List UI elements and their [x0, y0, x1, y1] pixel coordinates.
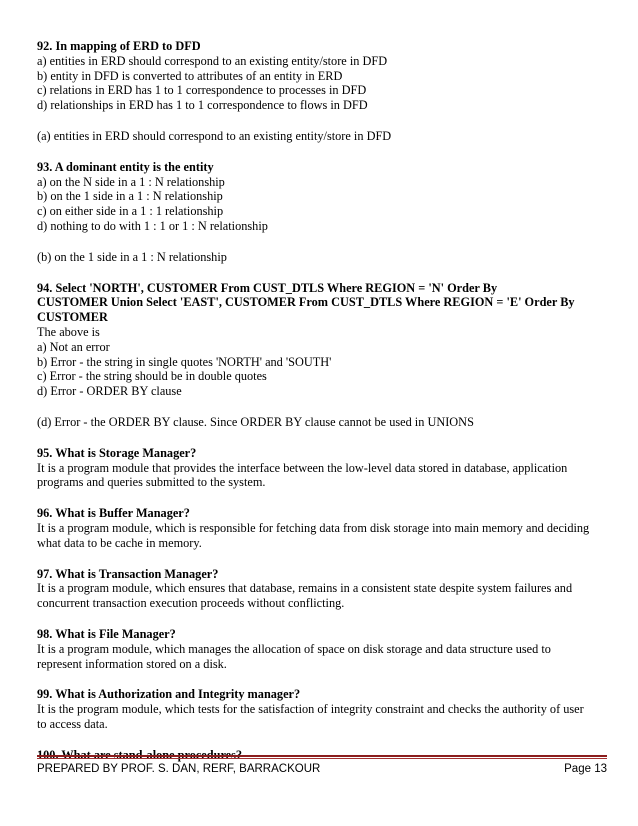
document-page: [37, 39, 607, 778]
answer-text: (a) entities in ERD should correspond to an existing entity/store in DFD: [37, 128, 392, 143]
question-92: [37, 39, 607, 113]
question-prompt: The above is: [37, 324, 100, 339]
question-title: 93. A dominant entity is the entity: [37, 159, 214, 174]
answer-92: [37, 129, 607, 144]
option-b: b) Error - the string in single quotes 'NORTH' and 'SOUTH': [37, 354, 332, 369]
answer-line-1: It is a program module, which manages the allocation of space on disk storage and data structure used to: [37, 641, 551, 656]
option-c: c) relations in ERD has 1 to 1 correspondence to processes in DFD: [37, 83, 367, 98]
question-title: 92. In mapping of ERD to DFD: [37, 39, 201, 53]
answer-line-2: represent information stored on a disk.: [37, 656, 227, 671]
question-96: [37, 506, 607, 550]
question-95: [37, 446, 607, 490]
footer-credit: PREPARED BY PROF. S. DAN, RERF, BARRACKOUR: [37, 763, 321, 775]
answer-line-2: programs and queries submitted to the system.: [37, 475, 266, 490]
question-title: 96. What is Buffer Manager?: [37, 506, 190, 521]
question-title: 98. What is File Manager?: [37, 626, 176, 641]
question-98: [37, 627, 607, 671]
question-97: [37, 567, 607, 611]
question-93: [37, 160, 607, 234]
answer-line-2: concurrent transaction execution proceeds without conflicting.: [37, 596, 345, 611]
answer-line-1: It is a program module, which ensures that database, remains in a consistent state despite system failures and: [37, 581, 573, 596]
question-99: [37, 687, 607, 731]
option-b: b) entity in DFD is converted to attributes of an entity in ERD: [37, 68, 343, 83]
question-94: [37, 281, 607, 399]
question-title-line-1: 94. Select 'NORTH', CUSTOMER From CUST_DTLS Where REGION = 'N' Order By: [37, 280, 498, 295]
footer-divider: [37, 755, 607, 757]
answer-line-2: what data to be cache in memory.: [37, 535, 202, 550]
option-d: d) relationships in ERD has 1 to 1 correspondence to flows in DFD: [37, 98, 368, 113]
question-title: 95. What is Storage Manager?: [37, 445, 197, 460]
page-footer: [37, 762, 607, 776]
question-title-line-3: CUSTOMER: [37, 310, 108, 325]
answer-line-1: It is the program module, which tests for the satisfaction of integrity constraint and checks the authority of user: [37, 702, 584, 717]
option-c: c) on either side in a 1 : 1 relationship: [37, 204, 224, 219]
option-a: a) on the N side in a 1 : N relationship: [37, 174, 225, 189]
option-d: d) nothing to do with 1 : 1 or 1 : N relationship: [37, 218, 268, 233]
answer-line-1: It is a program module, which is responsible for fetching data from disk storage into main memory and deciding: [37, 520, 590, 535]
option-c: c) Error - the string should be in double quotes: [37, 369, 267, 384]
answer-text: (b) on the 1 side in a 1 : N relationship: [37, 249, 227, 264]
question-title-line-2: CUSTOMER Union Select 'EAST', CUSTOMER From CUST_DTLS Where REGION = 'E' Order By: [37, 295, 575, 310]
option-a: a) entities in ERD should correspond to an existing entity/store in DFD: [37, 53, 388, 68]
answer-93: [37, 250, 607, 265]
question-title: 97. What is Transaction Manager?: [37, 566, 219, 581]
answer-line-2: to access data.: [37, 716, 108, 731]
answer-line-1: It is a program module that provides the interface between the low-level data stored in database, application: [37, 460, 568, 475]
answer-text: (d) Error - the ORDER BY clause. Since ORDER BY clause cannot be used in UNIONS: [37, 414, 474, 429]
footer-divider-thin: [37, 758, 607, 759]
question-title: 99. What is Authorization and Integrity manager?: [37, 687, 301, 702]
option-a: a) Not an error: [37, 339, 110, 354]
option-d: d) Error - ORDER BY clause: [37, 384, 182, 399]
page-number: Page 13: [564, 763, 607, 775]
option-b: b) on the 1 side in a 1 : N relationship: [37, 189, 223, 204]
answer-94: [37, 415, 607, 430]
